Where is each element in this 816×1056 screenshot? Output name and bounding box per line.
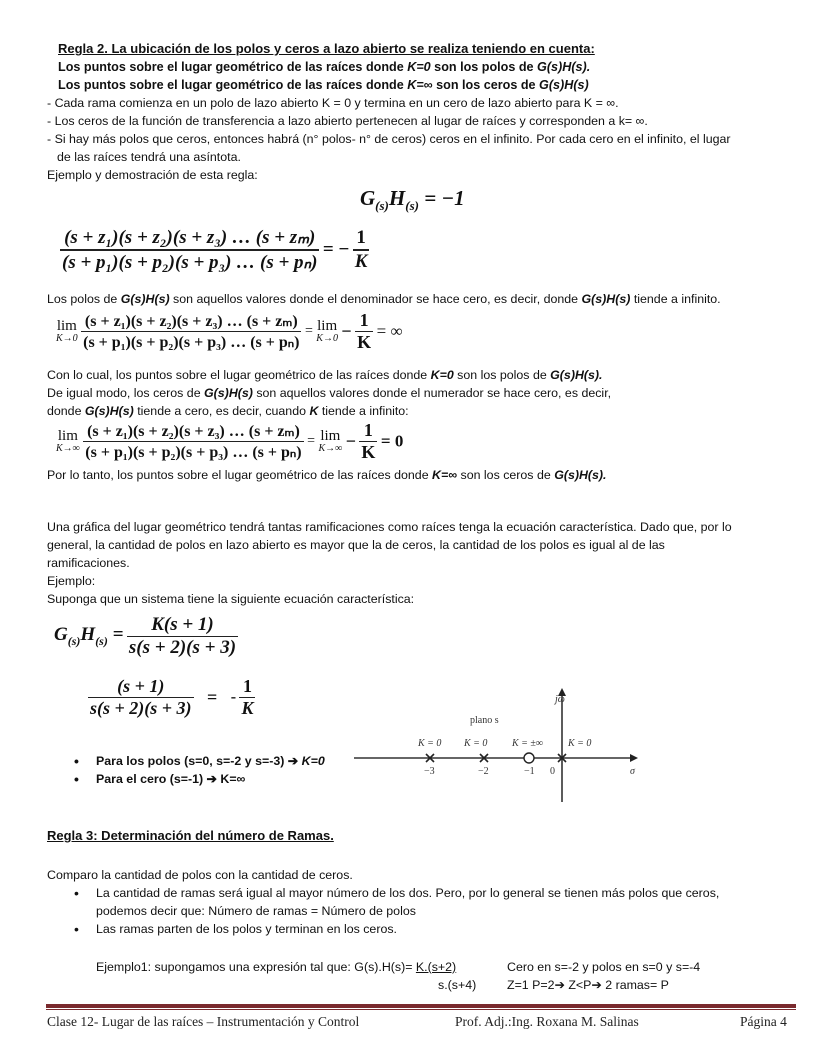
equals: =: [304, 323, 313, 339]
branches-line1: Una gráfica del lugar geométrico tendrá tantas ramificaciones como raíces tenga la ecuación característica. Dado que, por lo: [47, 520, 732, 534]
rule2-dash3-cont: de las raíces tendrá una asíntota.: [57, 150, 241, 164]
numerator: 1: [363, 420, 373, 440]
equals-infinity: = ∞: [376, 321, 403, 341]
example-label: Ejemplo:: [47, 574, 96, 588]
denominator: s(s + 2)(s + 3): [90, 698, 192, 718]
rule3-example-result2: Z=1 P=2➔ Z<P➔ 2 ramas= P: [507, 978, 669, 992]
rule2-point2: [58, 76, 589, 94]
text: Con lo cual, los puntos sobre el lugar geométrico de las raíces donde: [47, 368, 431, 382]
text: Los puntos sobre el lugar geométrico de las raíces donde: [58, 78, 408, 92]
equals-zero: = 0: [380, 431, 404, 451]
text: Por lo tanto, los puntos sobre el lugar geométrico de las raíces donde: [47, 468, 433, 482]
k-label-pole-0: K = 0: [568, 738, 592, 749]
footer-center: Prof. Adj.:Ing. Roxana M. Salinas: [455, 1014, 639, 1029]
denominator: K: [357, 332, 372, 352]
text: Los polos de: [47, 292, 121, 306]
minus: -: [230, 688, 237, 706]
numerator: (s + 1): [117, 676, 165, 696]
conclusion-poles: [47, 366, 603, 384]
equation-gh-minus-one: $G_{(s)}H_{(s)} = -1$: [360, 186, 465, 214]
text: Para los polos (s=0, s=-2 y s=-3) ➔: [96, 754, 302, 768]
text: son los polos de: [453, 368, 551, 382]
equals: =: [307, 433, 315, 449]
bullet-zero: [96, 770, 245, 788]
denominator: K: [361, 442, 376, 462]
poles-text: [47, 290, 721, 308]
text: tiende a cero, es decir, cuando: [133, 404, 310, 418]
branches-line2: general, la cantidad de polos en lazo abierto es mayor que la de ceros, la cantidad de los polos es igual al de las: [47, 538, 665, 552]
text: tiende a infinito:: [318, 404, 409, 418]
numerator: 1: [359, 310, 369, 330]
rule3-example-denominator: s.(s+4): [438, 978, 477, 992]
gh-symbol: G(s)H(s): [539, 78, 589, 92]
rule3-example: [96, 958, 456, 976]
limit-operator: [56, 429, 80, 454]
denominator: (s + p₁)(s + p₂)(s + p₃) … (s + pₙ): [81, 331, 301, 352]
denominator: (s + p₁)(s + p₂)(s + p₃) … (s + pₙ): [83, 441, 303, 462]
one-over-k: [239, 676, 255, 719]
text: Los puntos sobre el lugar geométrico de las raíces donde: [58, 60, 408, 74]
k-symbol: K: [309, 404, 319, 418]
rule2-dash2: - Los ceros de la función de transferencia a lazo abierto pertenecen al lugar de raíces y corresponden a k= ∞.: [47, 114, 648, 128]
tick-minus-2: −2: [478, 766, 489, 777]
k-label-zero-1: K = ±∞: [512, 738, 544, 749]
footer-page-number: Página 4: [740, 1014, 787, 1029]
k-value: K=∞: [432, 468, 458, 482]
lim-sub: K→∞: [318, 443, 343, 454]
text: son los polos de: [430, 60, 538, 74]
text: Para el cero (s=-1) ➔ K=∞: [96, 772, 246, 786]
k-label-pole-2: K = 0: [464, 738, 488, 749]
fraction: [88, 676, 194, 719]
denominator: (s + p₁)(s + p₂)(s + p₃) … (s + pₙ): [60, 249, 319, 274]
numerator: (s + z₁)(s + z₂)(s + z₃) … (s + zₘ): [64, 227, 316, 248]
gh-symbol: G(s)H(s): [120, 292, 170, 306]
zeros-text-line2: [47, 402, 409, 420]
k-value: K=0: [407, 60, 431, 74]
numerator: 1: [356, 227, 366, 248]
gh-symbol: G(s)H(s).: [550, 368, 603, 382]
numerator: 1: [242, 676, 252, 696]
example-intro: Ejemplo y demostración de esta regla:: [47, 168, 258, 182]
lim-sub: K→0: [56, 333, 78, 344]
rule3-intro: Comparo la cantidad de polos con la cantidad de ceros.: [47, 868, 353, 882]
numerator: (s + z₁)(s + z₂)(s + z₃) … (s + zₘ): [84, 313, 298, 330]
one-over-k: [353, 227, 370, 273]
zeros-text-line1: [47, 384, 611, 402]
k-value: K=0: [430, 368, 454, 382]
lim: lim: [320, 428, 341, 444]
limit-operator: [318, 429, 342, 454]
footer-rule-thick: [46, 1004, 796, 1008]
lim-sub: K→∞: [56, 443, 80, 454]
minus: −: [345, 431, 356, 451]
gh-symbol: G(s)H(s): [84, 404, 134, 418]
lim: lim: [317, 318, 338, 334]
text: son los ceros de: [457, 468, 555, 482]
text: son aquellos valores donde el numerador se hace cero, es decir,: [252, 386, 612, 400]
numerator: (s + z₁)(s + z₂)(s + z₃) … (s + zₘ): [87, 423, 300, 440]
denominator: K: [354, 251, 368, 272]
gh-symbol: G(s)H(s): [204, 386, 253, 400]
equals-minus: = −: [322, 239, 350, 260]
one-over-k: [355, 310, 373, 353]
tick-minus-3: −3: [424, 766, 435, 777]
lim: lim: [56, 318, 77, 334]
fraction: [60, 226, 319, 274]
k-value: K=∞: [407, 78, 433, 92]
text: Las ramas parten de los polos y terminan en los ceros.: [96, 922, 397, 936]
equation-example-ratio: [88, 676, 255, 719]
rule2-title: Regla 2. La ubicación de los polos y ceros a lazo abierto se realiza teniendo en cuenta:: [58, 41, 595, 56]
limit-operator: [56, 319, 78, 344]
text: Ejemplo1: supongamos una expresión tal que: G(s).H(s)=: [96, 960, 416, 974]
equation-limit-k-zero: [56, 310, 403, 353]
s-plane-svg: [350, 682, 650, 804]
rule2-dash1: - Cada rama comienza en un polo de lazo abierto K = 0 y termina en un cero de lazo abierto para K = ∞.: [47, 96, 619, 110]
equation-ratio: [60, 226, 369, 274]
gh-symbol: G(s)H(s): [581, 292, 631, 306]
footer-rule-thin: [46, 1009, 796, 1010]
k-value: K=0: [301, 754, 325, 768]
text: De igual modo, los ceros de: [47, 386, 205, 400]
s-plane-diagram: [350, 682, 650, 804]
rule3-bullet2: [96, 920, 397, 938]
text: son los ceros de: [432, 78, 540, 92]
numerator: K(s + 1): [151, 614, 214, 635]
tick-minus-1: −1: [524, 766, 535, 777]
denominator: K: [241, 698, 254, 718]
text: La cantidad de ramas será igual al mayor número de los dos. Pero, por lo general se tienen más polos que ceros,: [96, 886, 720, 900]
equals: =: [206, 687, 218, 707]
rule3-bullet1-cont: podemos decir que: Número de ramas = Número de polos: [96, 904, 416, 918]
equation-example-gh: [54, 614, 238, 659]
rule2-dash3: - Si hay más polos que ceros, entonces habrá (n° polos- n° de ceros) ceros en el infinito. Por cada cero en el infinito, el lugar: [47, 132, 731, 146]
branches-line3: ramificaciones.: [47, 556, 130, 570]
rule2-point1: [58, 58, 590, 76]
real-axis-label: σ: [630, 766, 635, 777]
imag-axis-label: jω: [555, 694, 565, 705]
gh-lhs: $G_{(s)}H_{(s)}$ =: [54, 624, 124, 648]
fraction: [81, 311, 301, 352]
example-statement: Suponga que un sistema tiene la siguiente ecuación característica:: [47, 592, 415, 606]
text: tiende a infinito.: [630, 292, 721, 306]
limit-operator: [316, 319, 338, 344]
denominator: s(s + 2)(s + 3): [128, 637, 237, 658]
fraction: [127, 614, 238, 659]
minus: −: [341, 321, 352, 341]
footer-left: Clase 12- Lugar de las raíces – Instrumentación y Control: [47, 1014, 360, 1029]
text: donde: [47, 404, 85, 418]
lim-sub: K→0: [316, 333, 338, 344]
one-over-k: [359, 420, 377, 463]
lim: lim: [57, 428, 78, 444]
equation-limit-k-infinity: [56, 420, 403, 463]
fraction: [83, 421, 303, 462]
rule3-title: Regla 3: Determinación del número de Ramas.: [47, 828, 334, 843]
text: son aquellos valores donde el denominador se hace cero, es decir, donde: [169, 292, 582, 306]
k-label-pole-3: K = 0: [418, 738, 442, 749]
gh-symbol: G(s)H(s).: [537, 60, 591, 74]
rule3-bullet1: [96, 884, 719, 902]
bullet-poles: [96, 752, 325, 770]
conclusion-zeros: [47, 466, 607, 484]
example-numerator: K.(s+2): [415, 960, 457, 974]
gh-symbol: G(s)H(s).: [554, 468, 607, 482]
plane-label: plano s: [470, 715, 499, 726]
rule3-example-result1: Cero en s=-2 y polos en s=0 y s=-4: [507, 960, 701, 974]
tick-zero: 0: [550, 766, 555, 777]
